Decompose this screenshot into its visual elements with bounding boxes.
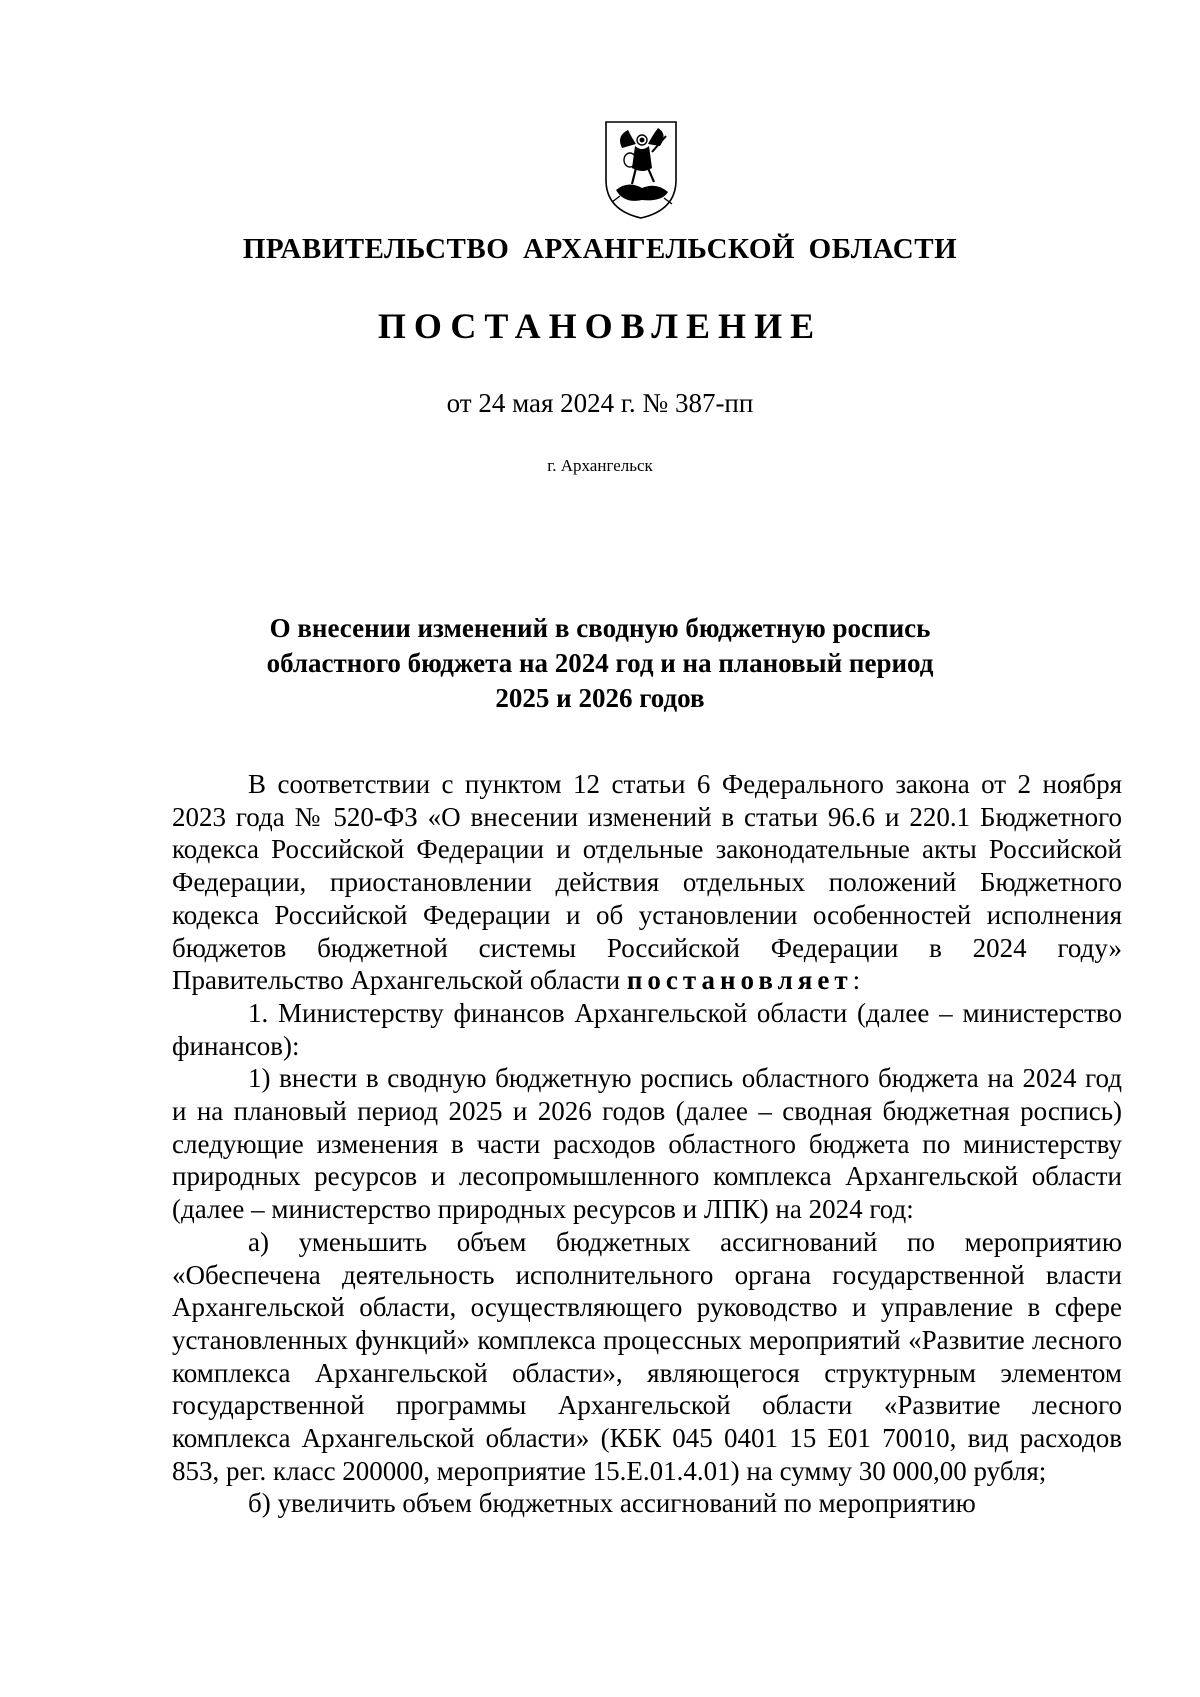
document-type-title: ПОСТАНОВЛЕНИЕ bbox=[377, 306, 823, 346]
subject-line: О внесении изменений в сводную бюджетную роспись bbox=[269, 613, 931, 643]
subject-line: 2025 и 2026 годов bbox=[495, 683, 705, 713]
resolution-keyword: постановляет bbox=[626, 965, 853, 996]
document-date-number: от 24 мая 2024 г. № 387-пп bbox=[446, 388, 754, 418]
subject-line: областного бюджета на 2024 год и на плановый период bbox=[266, 648, 934, 678]
clause-1-1-a: а) уменьшить объем бюджетных ассигнований по мероприятию «Обеспечена деятельность исполнительного органа государственной власти Архангельской области, осуществляющего руководство и управление в сфере установленных функций» комплекса процессных мероприятий «Развитие лесного комплекса Архангельской области», являющегося структурным элементом государственной программы Архангельской области «Развитие лесного комплекса Архангельской области» (КБК 045 0401 15 Е01 70010, вид расходов 853, рег. класс 200000, мероприятие 15.Е.01.4.01) на сумму 30 000,00 рубля; bbox=[172, 1226, 1122, 1486]
government-title: ПРАВИТЕЛЬСТВО АРХАНГЕЛЬСКОЙ ОБЛАСТИ bbox=[242, 233, 958, 265]
preamble-paragraph bbox=[172, 768, 1122, 997]
document-city: г. Архангельск bbox=[547, 456, 653, 475]
document-body bbox=[172, 768, 1122, 1520]
preamble-text: В соответствии с пунктом 12 статьи 6 Федерального закона от 2 ноября 2023 года № 520-ФЗ «О внесении изменений в статьи 96.6 и 220.1 Бюджетного кодекса Российской Федерации и отдельные законодательные акты Российской Федерации, приостановлении действия отдельных положений Бюджетного кодекса Российской Федерации и об установлении особенностей исполнения бюджетов бюджетной системы Российской Федерации в 2024 году» Правительство Архангельской области bbox=[172, 769, 1122, 996]
document-subject bbox=[0, 611, 1200, 716]
clause-1-1: 1) внести в сводную бюджетную роспись областного бюджета на 2024 год и на плановый период 2025 и 2026 годов (далее – сводная бюджетная роспись) следующие изменения в части расходов областного бюджета по министерству природных ресурсов и лесопромышленного комплекса Архангельской области (далее – министерство природных ресурсов и ЛПК) на 2024 год: bbox=[172, 1063, 1122, 1225]
clause-1: 1. Министерству финансов Архангельской области (далее – министерство финансов): bbox=[172, 997, 1122, 1061]
preamble-end: : bbox=[852, 965, 861, 996]
arkhangelsk-coat-of-arms-icon bbox=[602, 118, 680, 222]
clause-1-1-b: б) увеличить объем бюджетных ассигнований по мероприятию bbox=[248, 1488, 976, 1519]
